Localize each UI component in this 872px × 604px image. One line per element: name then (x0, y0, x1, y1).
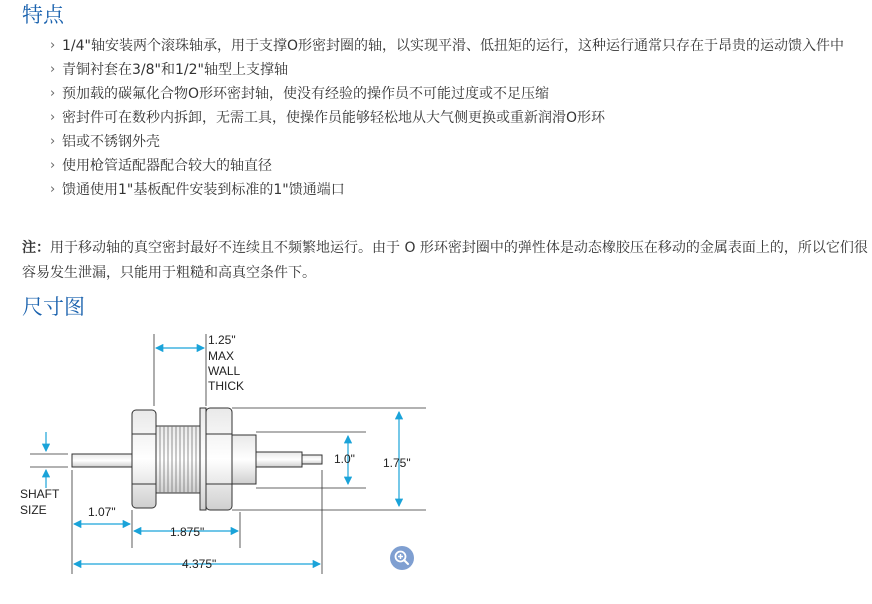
bullet-icon: › (50, 62, 56, 77)
zoom-in-icon (390, 546, 414, 570)
note-label: 注： (22, 240, 50, 256)
wall-thickness-label: WALL (208, 364, 241, 378)
list-item (50, 34, 870, 58)
wall-thickness-label: MAX (208, 349, 235, 363)
bullet-icon: › (50, 134, 56, 149)
list-item-text: 密封件可在数秒内拆卸，无需工具，使操作员能够轻松地从大气侧更换或重新润滑O形环 (62, 110, 606, 126)
bullet-icon: › (50, 86, 56, 101)
outer-diameter-label: 1.75" (383, 456, 411, 470)
bullet-icon: › (50, 38, 56, 53)
inner-diameter-label: 1.0" (334, 452, 355, 466)
list-item-text: 铝或不锈钢外壳 (62, 134, 160, 150)
total-length-label: 4.375" (182, 557, 217, 571)
bullet-icon: › (50, 182, 56, 197)
list-item (50, 154, 870, 178)
bullet-icon: › (50, 158, 56, 173)
list-item (50, 130, 870, 154)
wall-thickness-label: 1.25" (208, 333, 236, 347)
shaft-length-label: 1.07" (88, 505, 116, 519)
list-item-text: 预加载的碳氟化合物O形环密封轴，使没有经验的操作员不可能过度或不足压缩 (62, 86, 550, 102)
zoom-button[interactable] (390, 546, 414, 570)
list-item-text: 馈通使用1"基板配件安装到标准的1"馈通端口 (62, 182, 345, 198)
shaft-size-label: SIZE (20, 503, 47, 517)
note-paragraph (22, 236, 868, 286)
shaft-size-label: SHAFT (20, 487, 60, 501)
body-length-label: 1.875" (170, 525, 205, 539)
features-list (50, 34, 870, 202)
list-item (50, 58, 870, 82)
list-item (50, 178, 870, 202)
list-item (50, 82, 870, 106)
wall-thickness-label: THICK (208, 379, 244, 393)
note-text: 用于移动轴的真空密封最好不连续且不频繁地运行。由于 O 形环密封圈中的弹性体是动态橡胶压在移动的金属表面上的，所以它们很容易发生泄漏，只能用于粗糙和高真空条件下。 (22, 240, 868, 281)
bullet-icon: › (50, 110, 56, 125)
features-title: 特点 (22, 3, 64, 27)
list-item (50, 106, 870, 130)
list-item-text: 1/4"轴安装两个滚珠轴承，用于支撑O形密封圈的轴，以实现平滑、低扭矩的运行，这种运行通常只存在于昂贵的运动馈入件中 (62, 38, 844, 54)
list-item-text: 使用枪管适配器配合较大的轴直径 (62, 158, 272, 174)
list-item-text: 青铜衬套在3/8"和1/2"轴型上支撑轴 (62, 62, 288, 78)
feedthrough-body (72, 408, 322, 510)
dimension-drawing (16, 328, 456, 578)
dimensions-title: 尺寸图 (22, 295, 85, 319)
